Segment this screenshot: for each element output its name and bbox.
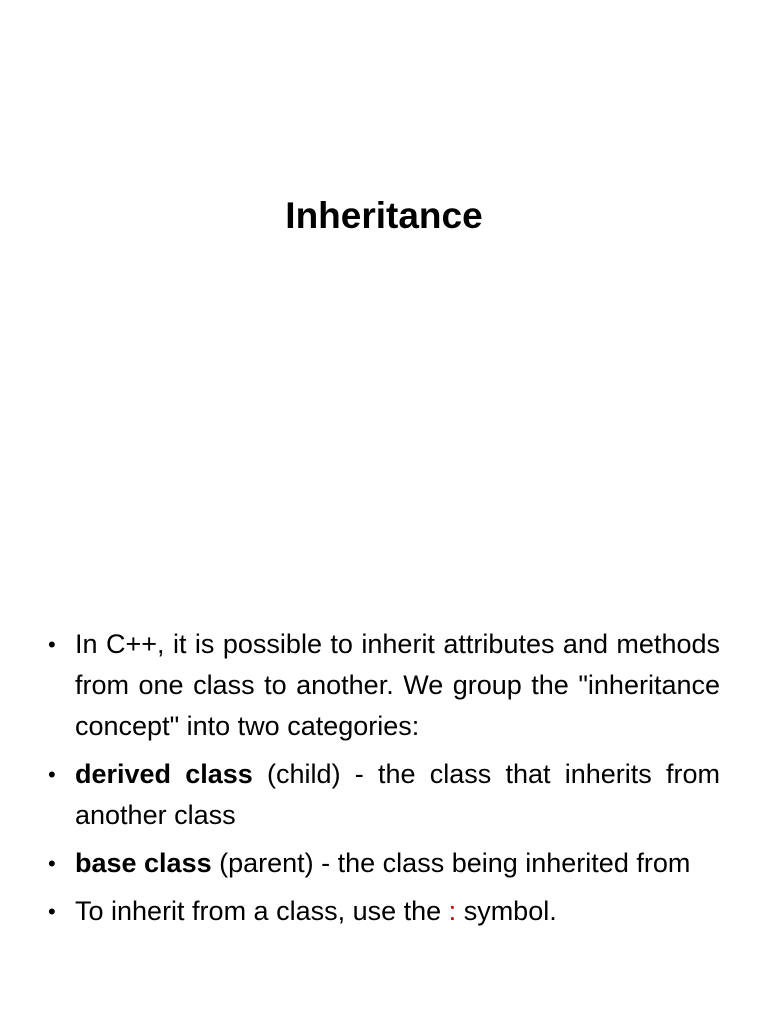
bullet-text-before: To inherit from a class, use the (75, 896, 449, 926)
bullet-text-after: symbol. (456, 896, 557, 926)
bullet-term: base class (75, 848, 212, 878)
bullet-text: (parent) - the class being inherited from (211, 848, 691, 878)
bullet-dot-icon: • (48, 632, 56, 657)
bullet-item-inherit-syntax (48, 891, 720, 932)
bullet-dot-icon: • (48, 762, 56, 787)
bullet-item-base-class (48, 843, 720, 884)
bullet-term: derived class (75, 759, 253, 789)
bullet-item-inheritance-intro (48, 624, 720, 747)
colon-symbol: : (448, 896, 457, 926)
bullet-item-derived-class (48, 754, 720, 836)
bullet-text: In C++, it is possible to inherit attributes and methods from one class to another. We group the "inheritance concept" into two categories: (75, 629, 720, 741)
slide-title: Inheritance (285, 195, 483, 236)
bullet-dot-icon: • (48, 851, 56, 876)
bullet-text: (child) - the class that inherits from another class (75, 759, 720, 830)
bullet-dot-icon: • (48, 899, 56, 924)
bullet-list (48, 624, 720, 939)
